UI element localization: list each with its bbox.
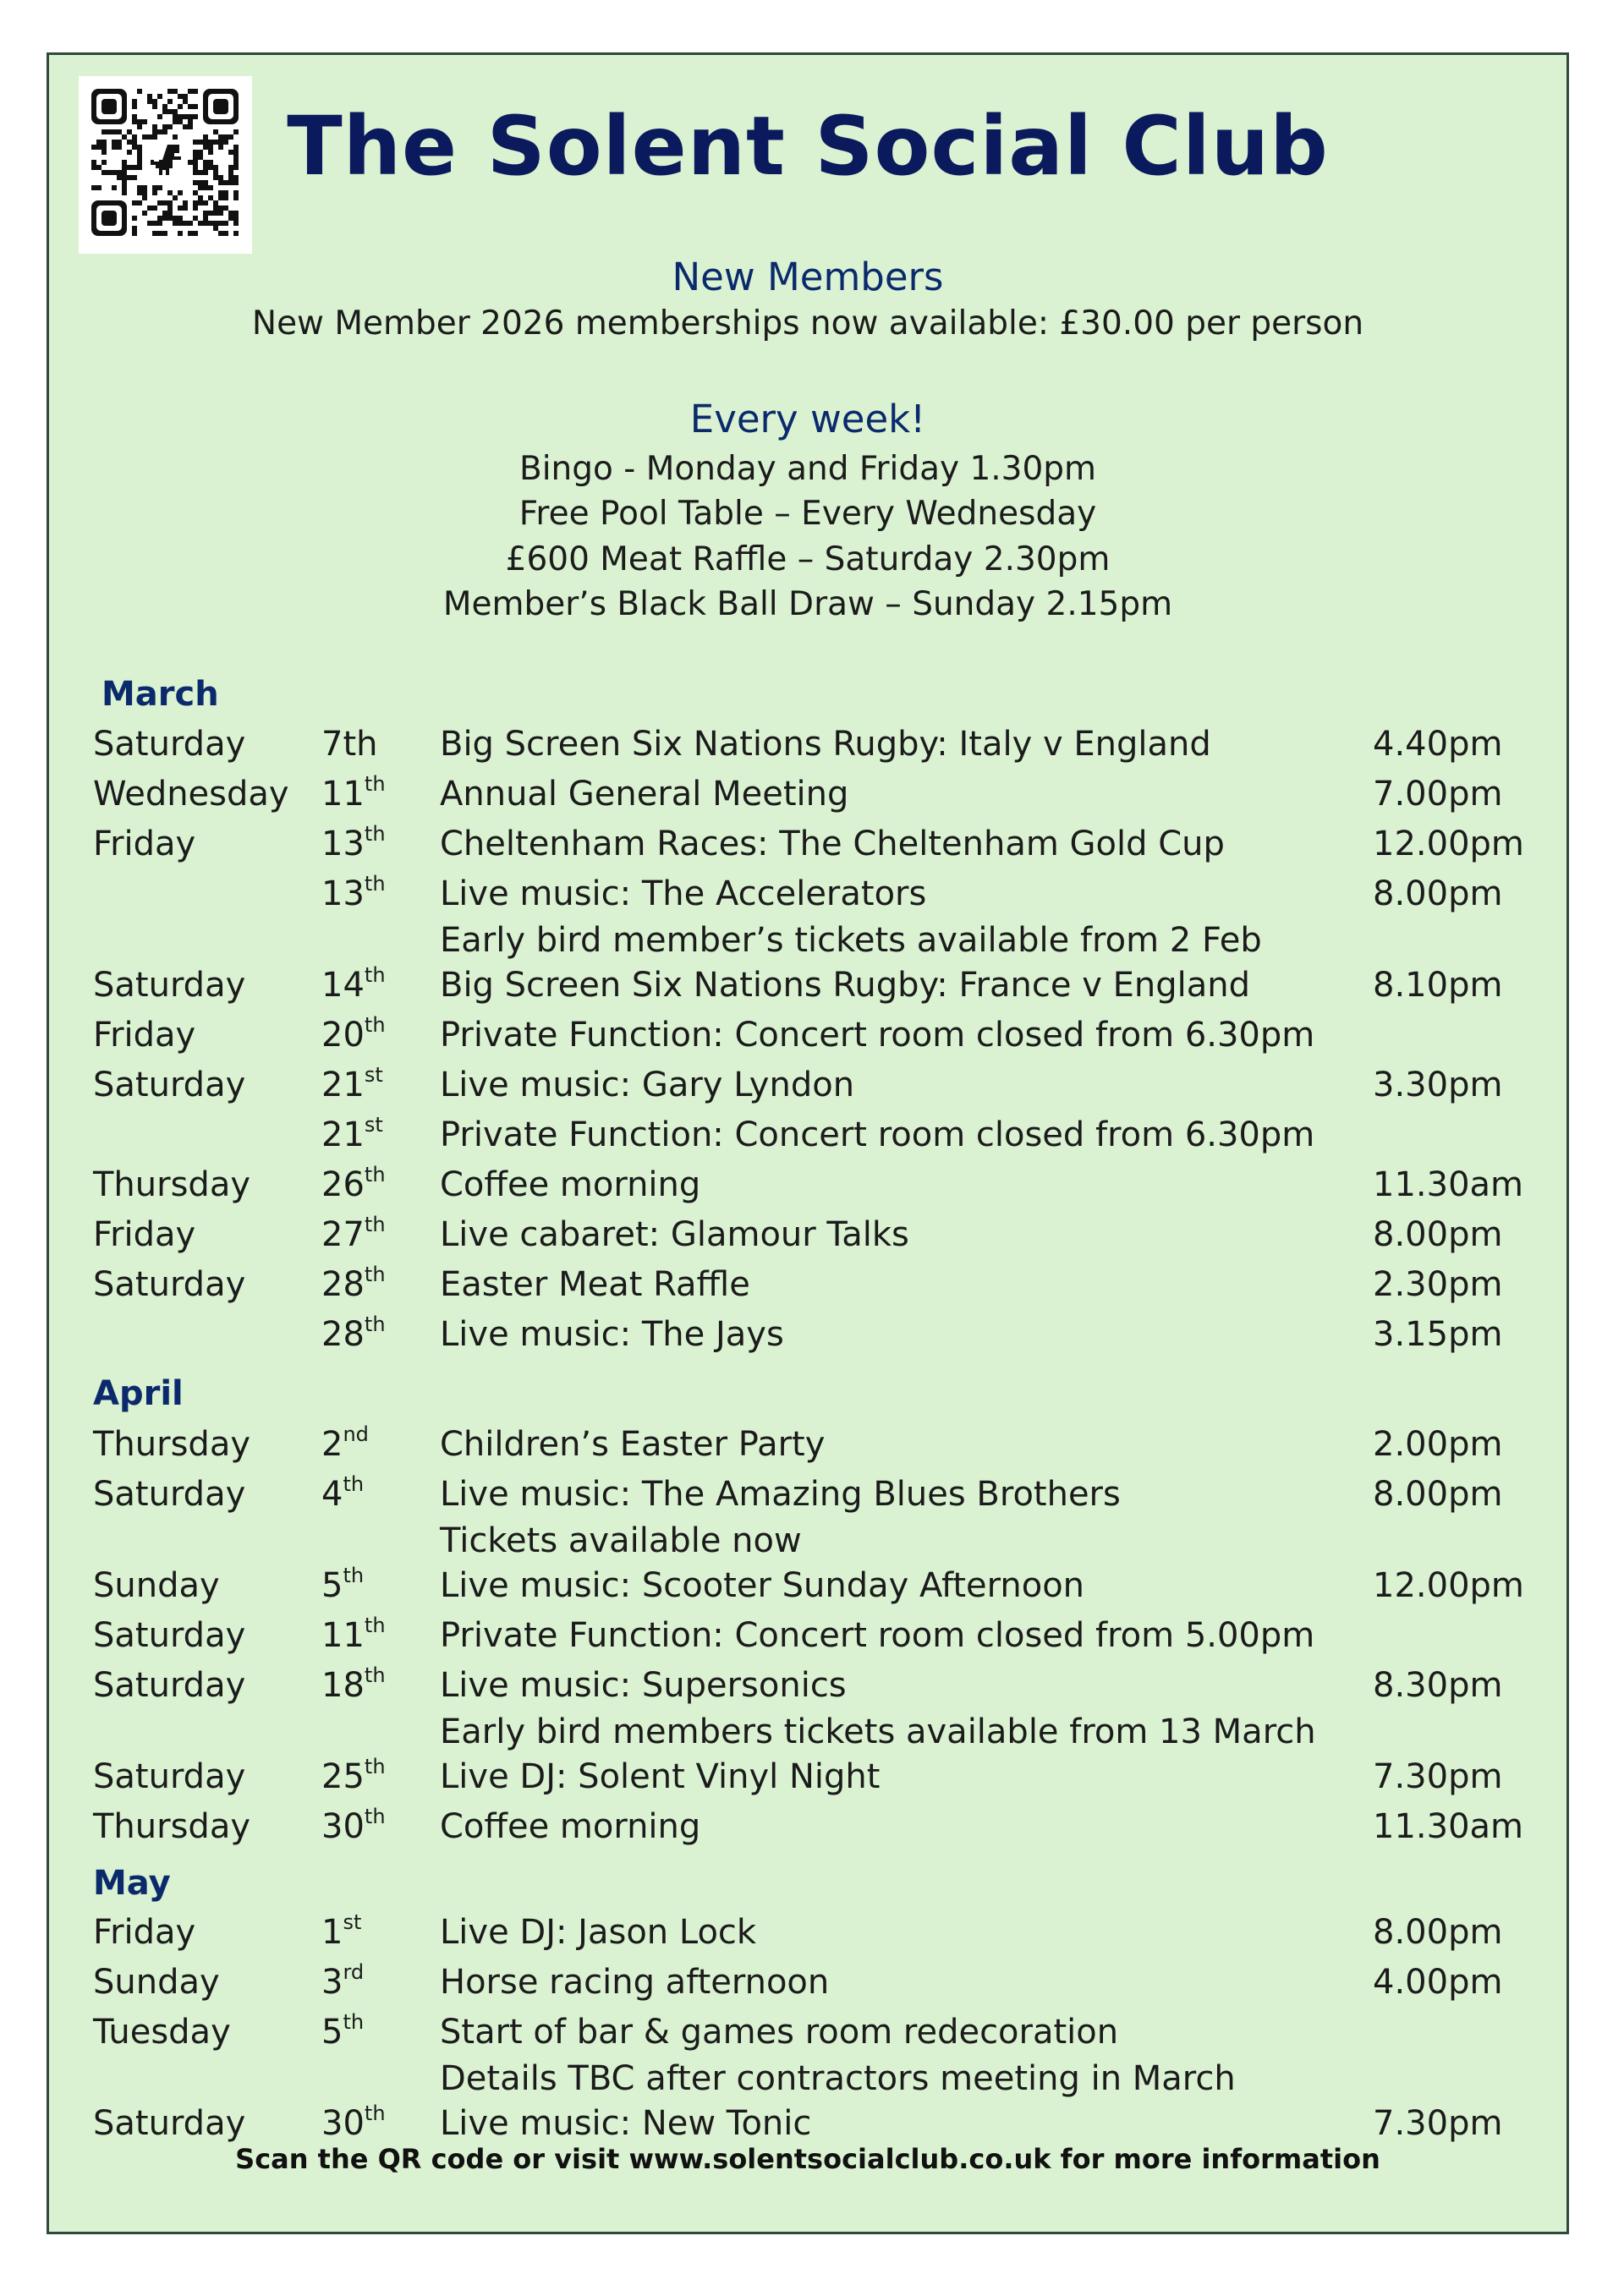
event-row xyxy=(49,872,1566,918)
event-row xyxy=(49,1564,1566,1609)
event-description: Big Screen Six Nations Rugby: Italy v England xyxy=(440,725,1211,764)
event-date-suffix: th xyxy=(364,772,386,796)
event-description: Early bird member’s tickets available from 2 Feb xyxy=(440,921,1262,960)
event-date-number: 5 xyxy=(321,2013,343,2052)
event-row xyxy=(49,1960,1566,2006)
event-date-number: 25 xyxy=(321,1757,365,1796)
event-date-suffix: th xyxy=(364,872,386,896)
event-day: Wednesday xyxy=(93,775,289,814)
event-date-number: 3 xyxy=(321,1963,343,2002)
event-description: Live music: Scooter Sunday Afternoon xyxy=(440,1566,1085,1605)
event-description: Tickets available now xyxy=(440,1521,802,1560)
event-date xyxy=(321,2101,386,2143)
event-time: 3.15pm xyxy=(1373,1315,1503,1354)
event-day: Saturday xyxy=(93,966,246,1005)
event-day: Tuesday xyxy=(93,2013,231,2052)
event-time: 8.10pm xyxy=(1373,966,1503,1005)
event-row xyxy=(49,1312,1566,1358)
event-date xyxy=(321,1663,386,1705)
event-row xyxy=(49,1013,1566,1059)
event-date xyxy=(321,1312,386,1354)
event-date-number: 2 xyxy=(321,1425,343,1464)
event-description: Live DJ: Jason Lock xyxy=(440,1913,757,1952)
event-date-number: 7th xyxy=(321,725,378,764)
event-description: Live music: New Tonic xyxy=(440,2104,812,2143)
event-day: Saturday xyxy=(93,1757,246,1796)
event-date xyxy=(321,1163,386,1204)
event-day: Friday xyxy=(93,1215,196,1254)
event-row xyxy=(49,1712,1566,1756)
event-time: 2.30pm xyxy=(1373,1265,1503,1304)
event-date xyxy=(321,1960,365,2002)
event-date-suffix: th xyxy=(364,1213,386,1236)
event-description: Easter Meat Raffle xyxy=(440,1265,750,1304)
event-description: Live music: The Jays xyxy=(440,1315,784,1354)
event-date-number: 18 xyxy=(321,1666,365,1705)
event-date-number: 11 xyxy=(321,775,365,814)
event-date xyxy=(321,1213,386,1254)
club-title: The Solent Social Club xyxy=(287,99,1329,194)
event-time: 12.00pm xyxy=(1373,1566,1524,1605)
event-date-number: 4 xyxy=(321,1475,343,1514)
event-date xyxy=(321,1472,365,1514)
event-row xyxy=(49,1063,1566,1109)
event-date-number: 26 xyxy=(321,1165,365,1204)
event-day: Saturday xyxy=(93,1475,246,1514)
event-description: Details TBC after contractors meeting in March xyxy=(440,2059,1236,2098)
event-description: Live DJ: Solent Vinyl Night xyxy=(440,1757,881,1796)
event-day: Saturday xyxy=(93,725,246,764)
event-day: Saturday xyxy=(93,1616,246,1655)
event-row xyxy=(49,1472,1566,1518)
new-members-heading: New Members xyxy=(672,255,944,299)
event-date-suffix: st xyxy=(364,1113,383,1137)
event-date-number: 21 xyxy=(321,1115,365,1154)
event-description: Private Function: Concert room closed from 6.30pm xyxy=(440,1115,1315,1154)
event-date-number: 27 xyxy=(321,1215,365,1254)
event-date-suffix: nd xyxy=(343,1422,369,1446)
new-members-text: New Member 2026 memberships now available: £30.00 per person xyxy=(251,304,1364,342)
month-heading-march: March xyxy=(102,675,219,714)
event-description: Coffee morning xyxy=(440,1807,701,1846)
event-date-suffix: th xyxy=(364,1312,386,1336)
event-date-number: 11 xyxy=(321,1616,365,1655)
event-time: 8.00pm xyxy=(1373,1475,1503,1514)
event-date-number: 13 xyxy=(321,825,365,863)
event-time: 2.00pm xyxy=(1373,1425,1503,1464)
event-description: Annual General Meeting xyxy=(440,775,849,814)
event-row xyxy=(49,923,1566,964)
event-row xyxy=(49,963,1566,1009)
event-time: 7.00pm xyxy=(1373,775,1503,814)
event-date-suffix: th xyxy=(343,2010,365,2034)
event-date-number: 5 xyxy=(321,1566,343,1605)
event-date xyxy=(321,772,386,814)
event-row xyxy=(49,1755,1566,1800)
event-day: Friday xyxy=(93,1016,196,1055)
event-time: 8.00pm xyxy=(1373,1913,1503,1952)
event-time: 3.30pm xyxy=(1373,1066,1503,1104)
event-description: Live music: The Amazing Blues Brothers xyxy=(440,1475,1121,1514)
event-description: Children’s Easter Party xyxy=(440,1425,826,1464)
event-day: Saturday xyxy=(93,2104,246,2143)
event-description: Coffee morning xyxy=(440,1165,701,1204)
event-row xyxy=(49,1113,1566,1159)
event-description: Live cabaret: Glamour Talks xyxy=(440,1215,909,1254)
event-time: 8.00pm xyxy=(1373,874,1503,913)
event-description: Live music: The Accelerators xyxy=(440,874,927,913)
event-date xyxy=(321,1263,386,1304)
event-time: 12.00pm xyxy=(1373,825,1524,863)
event-row xyxy=(49,772,1566,818)
event-date-suffix: th xyxy=(364,1163,386,1186)
event-date-suffix: th xyxy=(364,1755,386,1778)
event-time: 11.30am xyxy=(1373,1165,1523,1204)
event-date-number: 28 xyxy=(321,1265,365,1304)
event-date xyxy=(321,1614,386,1655)
event-date-number: 14 xyxy=(321,966,365,1005)
month-heading-may: May xyxy=(93,1864,171,1903)
event-row xyxy=(49,1213,1566,1258)
event-date xyxy=(321,1910,362,1952)
event-date-number: 1 xyxy=(321,1913,343,1952)
event-row xyxy=(49,822,1566,868)
event-row xyxy=(49,2010,1566,2056)
event-time: 8.00pm xyxy=(1373,1215,1503,1254)
event-date-suffix: th xyxy=(364,1805,386,1828)
event-date-suffix: th xyxy=(364,2101,386,2125)
every-week-heading: Every week! xyxy=(689,397,926,441)
weekly-item: Member’s Black Ball Draw – Sunday 2.15pm xyxy=(442,585,1173,623)
event-row xyxy=(49,727,1566,768)
event-time: 11.30am xyxy=(1373,1807,1523,1846)
event-date xyxy=(321,1564,365,1605)
event-day: Friday xyxy=(93,825,196,863)
event-day: Saturday xyxy=(93,1066,246,1104)
event-day: Friday xyxy=(93,1913,196,1952)
poster xyxy=(47,52,1569,2234)
event-row xyxy=(49,1163,1566,1208)
event-date-suffix: th xyxy=(343,1472,365,1496)
event-date-suffix: th xyxy=(364,1263,386,1286)
event-date xyxy=(321,963,386,1005)
event-day: Sunday xyxy=(93,1963,220,2002)
weekly-item: Bingo - Monday and Friday 1.30pm xyxy=(518,450,1097,488)
event-row xyxy=(49,1663,1566,1709)
event-time: 4.40pm xyxy=(1373,725,1503,764)
event-row xyxy=(49,1521,1566,1564)
event-description: Cheltenham Races: The Cheltenham Gold Cup xyxy=(440,825,1225,863)
month-heading-april: April xyxy=(93,1374,184,1413)
event-row xyxy=(49,2101,1566,2147)
event-date-suffix: th xyxy=(364,1013,386,1037)
event-date-number: 20 xyxy=(321,1016,365,1055)
event-date-suffix: th xyxy=(364,1614,386,1637)
event-day: Thursday xyxy=(93,1807,250,1846)
event-date xyxy=(321,1113,383,1154)
event-date-suffix: st xyxy=(364,1063,383,1087)
event-date-suffix: th xyxy=(364,822,386,846)
event-row xyxy=(49,1614,1566,1659)
event-day: Saturday xyxy=(93,1666,246,1705)
event-date-number: 13 xyxy=(321,874,365,913)
event-row xyxy=(49,1805,1566,1850)
event-date xyxy=(321,1422,369,1464)
event-time: 7.30pm xyxy=(1373,2104,1503,2143)
event-date-number: 30 xyxy=(321,2104,365,2143)
event-description: Big Screen Six Nations Rugby: France v England xyxy=(440,966,1250,1005)
event-date xyxy=(321,2010,365,2052)
weekly-item: £600 Meat Raffle – Saturday 2.30pm xyxy=(505,540,1111,578)
weekly-item: Free Pool Table – Every Wednesday xyxy=(518,495,1097,533)
event-date xyxy=(321,872,386,913)
event-date-number: 21 xyxy=(321,1066,365,1104)
event-time: 8.30pm xyxy=(1373,1666,1503,1705)
event-date-suffix: st xyxy=(343,1910,362,1934)
event-description: Horse racing afternoon xyxy=(440,1963,830,2002)
event-description: Live music: Supersonics xyxy=(440,1666,847,1705)
event-date-suffix: th xyxy=(364,963,386,987)
event-description: Early bird members tickets available from 13 March xyxy=(440,1712,1316,1751)
event-description: Private Function: Concert room closed from 6.30pm xyxy=(440,1016,1315,1055)
event-date xyxy=(321,1805,386,1846)
event-date xyxy=(321,1755,386,1796)
event-day: Thursday xyxy=(93,1425,250,1464)
event-date xyxy=(321,1013,386,1055)
event-date-suffix: rd xyxy=(343,1960,365,1984)
event-date xyxy=(321,1063,383,1104)
event-description: Start of bar & games room redecoration xyxy=(440,2013,1119,2052)
event-date xyxy=(321,822,386,863)
event-date-number: 30 xyxy=(321,1807,365,1846)
event-time: 4.00pm xyxy=(1373,1963,1503,2002)
event-day: Saturday xyxy=(93,1265,246,1304)
event-row xyxy=(49,2059,1566,2102)
event-date-number: 28 xyxy=(321,1315,365,1354)
event-row xyxy=(49,1422,1566,1468)
event-date xyxy=(321,725,378,764)
event-row xyxy=(49,1263,1566,1308)
footer-note: Scan the QR code or visit www.solentsocialclub.co.uk for more information xyxy=(235,2143,1380,2175)
event-description: Private Function: Concert room closed from 5.00pm xyxy=(440,1616,1315,1655)
event-time: 7.30pm xyxy=(1373,1757,1503,1796)
event-description: Live music: Gary Lyndon xyxy=(440,1066,855,1104)
event-date-suffix: th xyxy=(364,1663,386,1687)
event-date-suffix: th xyxy=(343,1564,365,1587)
event-day: Thursday xyxy=(93,1165,250,1204)
event-day: Sunday xyxy=(93,1566,220,1605)
event-row xyxy=(49,1910,1566,1956)
